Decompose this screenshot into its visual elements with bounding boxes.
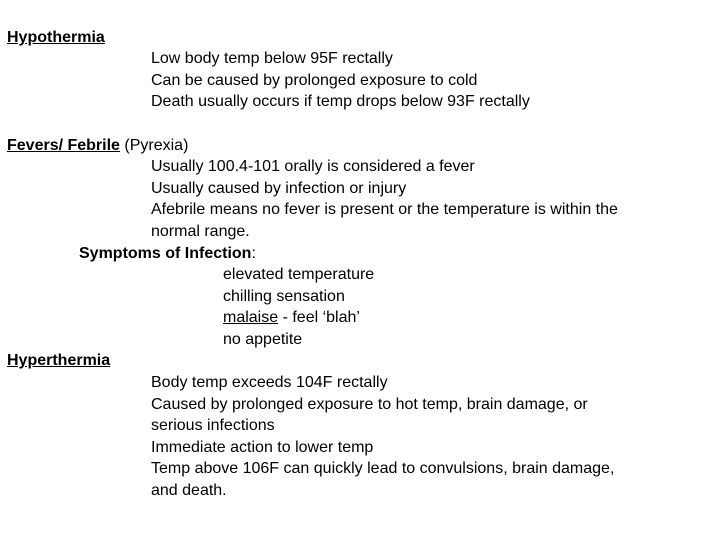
symptom-item-1: elevated temperature [223,266,375,283]
symptoms-colon: : [251,245,256,262]
hypothermia-heading: Hypothermia [7,29,105,46]
fevers-line-3: Afebrile means no fever is present or the temperature is within the [151,201,618,218]
hyperthermia-line-1: Body temp exceeds 104F rectally [151,374,388,391]
hypothermia-line-2: Can be caused by prolonged exposure to cold [151,72,478,89]
hyperthermia-line-5: Temp above 106F can quickly lead to convulsions, brain damage, [151,460,615,477]
hyperthermia-line-4: Immediate action to lower temp [151,439,374,456]
symptom-item-2: chilling sensation [223,288,345,305]
hyperthermia-line-3: serious infections [151,417,275,434]
hyperthermia-line-6: and death. [151,482,227,499]
fevers-heading-note: (Pyrexia) [119,137,189,154]
symptom-item-malaise [223,307,360,329]
hypothermia-line-1: Low body temp below 95F rectally [151,50,393,67]
symptoms-heading-line [79,243,256,265]
symptoms-heading: Symptoms of Infection [79,245,252,262]
fevers-heading-line [7,135,188,157]
malaise-term: malaise [223,309,279,326]
hyperthermia-heading: Hyperthermia [7,352,111,369]
fevers-heading: Fevers/ Febrile [7,137,120,154]
hyperthermia-line-2: Caused by prolonged exposure to hot temp, brain damage, or [151,396,588,413]
malaise-definition: - feel ‘blah’ [278,309,360,326]
hypothermia-line-3: Death usually occurs if temp drops below 93F rectally [151,93,530,110]
fevers-line-2: Usually caused by infection or injury [151,180,407,197]
fevers-line-1: Usually 100.4-101 orally is considered a fever [151,158,475,175]
symptom-item-last: no appetite [223,331,303,348]
fevers-line-4: normal range. [151,223,250,240]
